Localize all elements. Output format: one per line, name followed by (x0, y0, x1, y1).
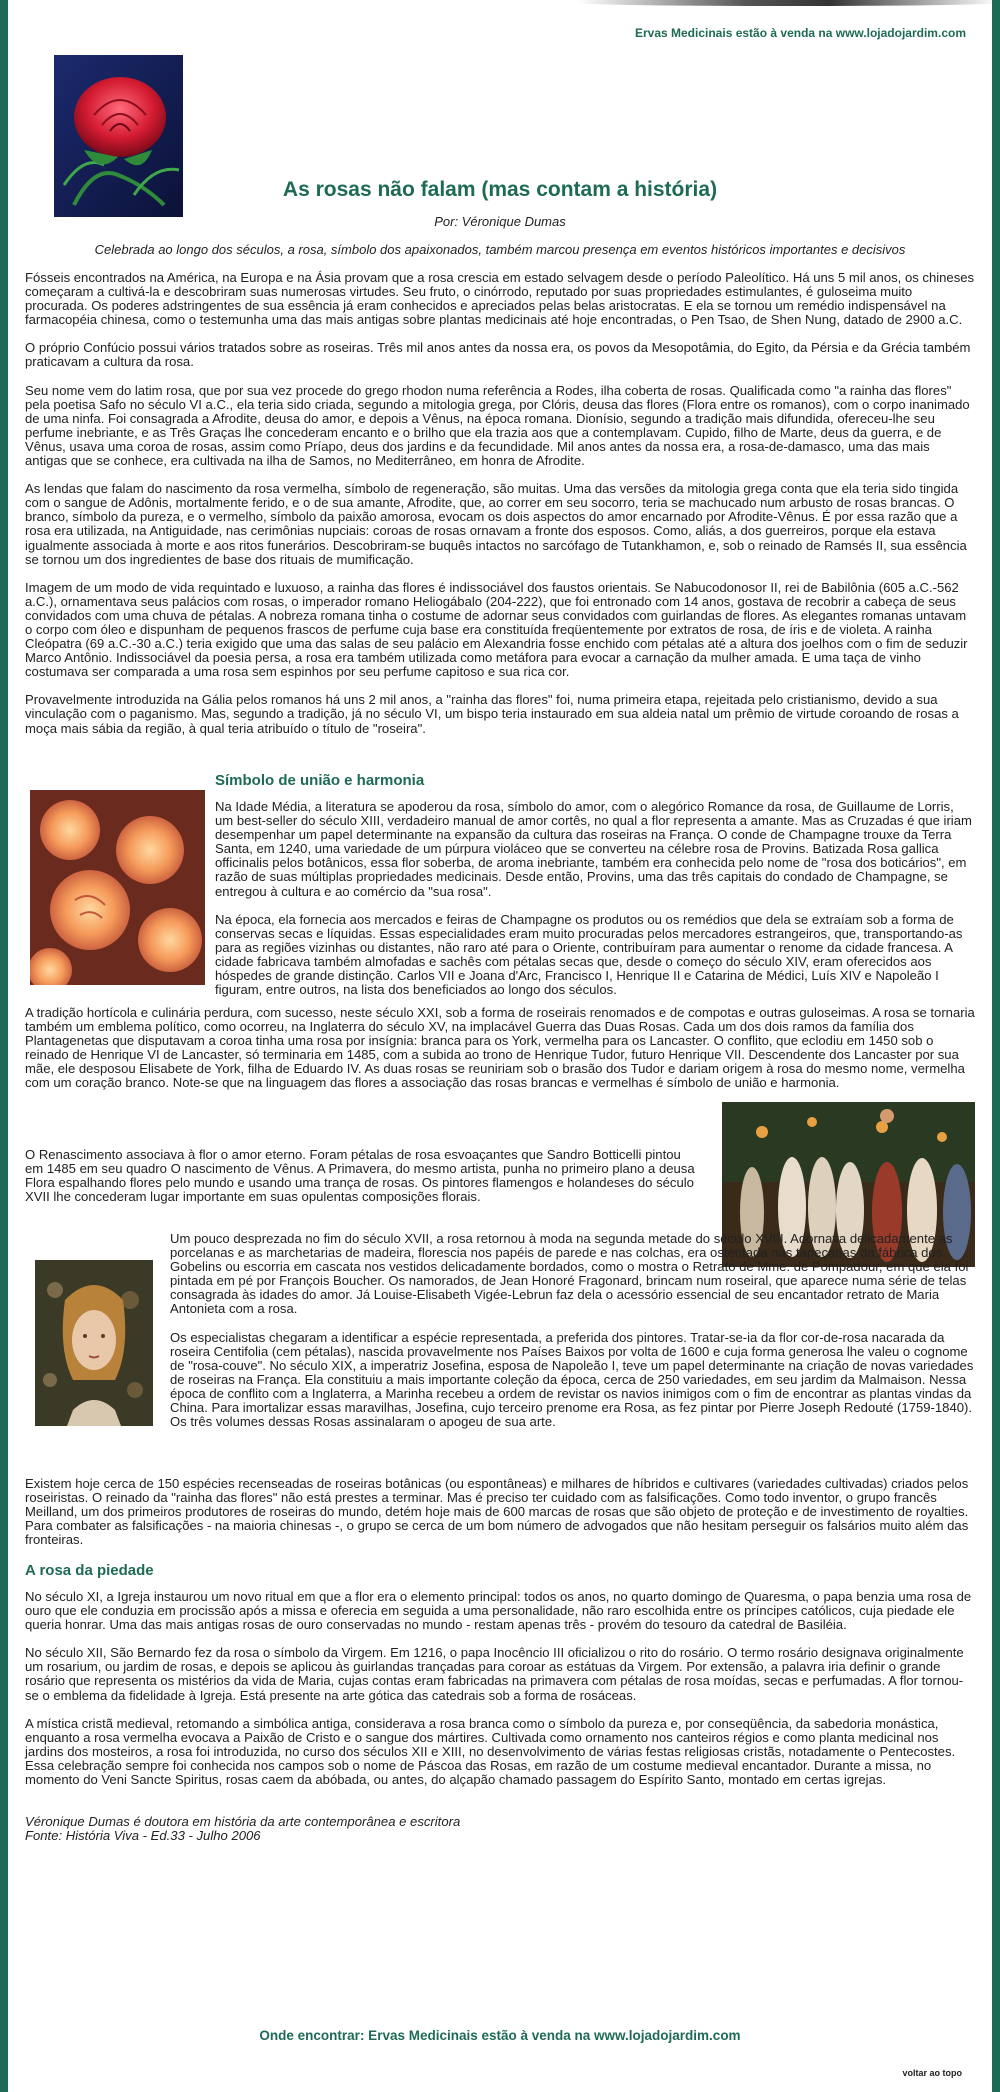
section1-paragraph: Na Idade Média, a literatura se apoderou da rosa, símbolo do amor, com o alegórico Romance da rosa, de Guillaume de Lorris, um best-seller do século XIII, verdadeiro manual de amor cortês, no qual a flor representa a amante. Mas as Cruzadas é que iriam desempenhar um papel determinante na expansão da cultura das roseiras na França. O conde de Champagne trouxe da Terra Santa, em 1240, uma variedade de um púrpura violáceo que se converteu na célebre rosa de Provins. Batizada Rosa gallica officinalis pelos botânicos, essa flor soberba, de aroma inebriante, também era conhecida pelo nome de "rosa dos boticários", em razão de suas múltiplas propriedades medicinais. Desde então, Provins, uma das três capitais do condado de Champagne, se entregou à cultura e ao comércio da "sua rosa". (215, 799, 972, 899)
author-credit: Véronique Dumas é doutora em história da arte contemporânea e escritora (25, 1814, 461, 1830)
section-heading-union: Símbolo de união e harmonia (215, 772, 425, 789)
section1-closing (25, 1477, 975, 1547)
section2-paragraph: No século XI, a Igreja instaurou um novo ritual em que a flor era o elemento principal: todos os anos, no quarto domingo de Quaresma, o papa benzia uma rosa de ouro que ele conduzia em procissão após a missa e oferecia em seguida a uma personalidade, não raro escolhida entre os príncipes católicos, cuja piedade ele queria honrar. Uma das mais antigas rosas de ouro conservadas no mundo - restam apenas três - provém do tesouro da catedral de Basiléia. (25, 1589, 972, 1633)
section2-body (25, 1590, 975, 1843)
section1-body (25, 1006, 975, 1091)
intro-paragraph: Fósseis encontrados na América, na Europa e na Ásia provam que a rosa crescia em estado selvagem desde o período Paleolítico. Há uns 5 mil anos, os chineses começaram a cultivá-la e descobriram suas numerosas virtudes. Seu fruto, o cinórrodo, reputado por suas propriedades estimulantes, é guloseima muito procurada. Os poderes adstringentes de sua essência já eram conhecidos e apreciados pelas belas aristocratas. E ela se tornou um remédio indispensável na farmacopéia chinesa, como o testemunha uma das mais antigas sobre plantas medicinais até hoje encontradas, o Pen Tsao, de Shen Nung, datado de 2900 a.C. (25, 270, 975, 328)
section1-float-text (215, 800, 973, 997)
intro-paragraph: Provavelmente introduzida na Gália pelos romanos há uns 2 mil anos, a "rainha das flores" foi, numa primeira etapa, rejeitada pelo cristianismo, devido a sua vinculação com o paganismo. Mas, segundo a tradição, já no século VI, um bispo teria instaurado em sua aldeia natal um prêmio de virtude coroando de rosas a moça mais sábia da região, à qual teria atribuído o título de "roseira". (25, 692, 959, 736)
top-shadow-decoration (578, 0, 998, 6)
intro-paragraph: O próprio Confúcio possui vários tratados sobre as roseiras. Três mil anos antes da nossa era, os povos da Mesopotâmia, do Egito, da Pérsia e da Grécia também praticavam a cultura da rosa. (25, 340, 971, 370)
footer-store-link[interactable]: Onde encontrar: Ervas Medicinais estão à venda na www.lojadojardim.com (259, 2028, 741, 2043)
intro-section (25, 271, 975, 736)
section1-paragraph: Os especialistas chegaram a identificar a espécie representada, a preferida dos pintores. Tratar-se-ia da flor cor-de-rosa nacarada da roseira Centifolia (cem pétalas), nascida provavelmente nos Países Baixos por volta de 1600 e cuja forma generosa lhe valeu o cognome de "rosa-couve". No século XIX, a imperatriz Josefina, esposa de Napoleão I, teve um papel determinante na criação de novas variedades de roseiras na França. Ela constituiu a mais importante coleção da época, cerca de 250 variedades, em seu jardim da Malmaison. Nessa época de conflito com a Inglaterra, a Marinha recebeu a ordem de revistar os navios inimigos com o fim de encontrar as plantas vindas da China. Para imortalizar essas maravilhas, Josefina, cujo terceiro prenome era Rosa, as fez pintar por Pierre Joseph Redouté (1759-1840). Os três volumes dessas Rosas assinalaram o apogeu de sua arte. (170, 1329, 974, 1430)
section1-float-text-2 (170, 1232, 975, 1429)
article-subtitle: Celebrada ao longo dos séculos, a rosa, símbolo dos apaixonados, também marcou presença em eventos históricos importantes e decisivos (94, 242, 906, 257)
source-credit: Fonte: História Viva - Ed.33 - Julho 2006 (25, 1828, 261, 1844)
renaissance-text (25, 1148, 700, 1204)
article-title: As rosas não falam (mas contam a história) (282, 178, 718, 201)
intro-paragraph: As lendas que falam do nascimento da rosa vermelha, símbolo de regeneração, são muitas. Uma das versões da mitologia grega conta que ela teria sido tingida com o sangue de Adônis, mortalmente ferido, e o de sua amante, Afrodite, que, ao correr em seu socorro, teria se machucado num arbusto de rosas brancas. O branco, símbolo da pureza, e o vermelho, símbolo da paixão amorosa, evocam os dois aspectos do amor encarnado por Afrodite-Vênus. É por essa razão que a rosa era utilizada, na Antiguidade, nas cerimônias nupciais: coroas de rosas ornavam a fronte dos esposos. Como, aliás, a dos guerreiros, porque ela estava igualmente associada à morte e aos ritos funerários. Descobriram-se buquês intactos no sarcófago de Tutankhamon, e, sob o reinado de Ramsés II, sua essência se tornou um dos ingredientes de base dos rituais de mumificação. (25, 481, 967, 567)
section2-paragraph: A mística cristã medieval, retomando a simbólica antiga, considerava a rosa branca como o símbolo da pureza e, por conseqüência, da sabedoria monástica, enquanto a rosa vermelha evocava a Paixão de Cristo e o sangue dos mártires. Cultivada como ornamento nos canteiros régios e como planta medicinal nos jardins dos mosteiros, a rosa foi introduzida, no curso dos séculos XII e XIII, no desenvolvimento de várias festas religiosas cristãs, notadamente o Pentecostes. Essa celebração sempre foi conhecida nos campos sob o nome de Páscoa das Rosas, em razão de um costume medieval encantador. Durante a missa, no momento do Veni Sancte Spiritus, rosas caem da abóbada, ou antes, do alçapão chamado passagem do Espírito Santo, montado em certas igrejas. (25, 1715, 956, 1788)
botticelli-portrait-image (35, 1260, 153, 1426)
section2-paragraph: No século XII, São Bernardo fez da rosa o símbolo da Virgem. Em 1216, o papa Inocêncio III oficializou o rito do rosário. O termo rosário designava originalmente um rosarium, ou jardim de rosas, e depois se aplicou às guirlandas trançadas para coroar as estátuas da Virgem. Por extensão, a palavra iria definir o grande rosário que representa os mistérios da vida de Maria, cujas contas eram fabricadas na primavera com pétalas de rosa moídas, secas e perfumadas. A flor tornou-se o emblema da fidelidade à Igreja. Está presente na arte gótica das catedrais sob a forma de rosáceas. (25, 1645, 964, 1703)
peach-roses-image (30, 790, 205, 985)
section1-paragraph: Existem hoje cerca de 150 espécies recenseadas de roseiras botânicas (ou espontâneas) e milhares de híbridos e cultivares (variedades cultivadas) criados pelos roseiristas. O reinado da "rainha das flores" não está prestes a terminar. Mas é preciso ter cuidado com as falsificações. Como todo inventor, o grupo francês Meilland, um dos primeiros produtores de roseiras do mundo, detém hoje mais de 600 marcas de rosas que são objeto de proteção e de investimento de royalties. Para combater as falsificações - na maioria chinesas -, o grupo se cerca de um bom número de advogados que não hesitam perseguir os falsários muito além das fronteiras. (25, 1476, 969, 1548)
article-author: Por: Véronique Dumas (434, 214, 566, 229)
intro-paragraph: Seu nome vem do latim rosa, que por sua vez procede do grego rhodon numa referência a Rodes, ilha coberta de rosas. Qualificada como "a rainha das flores" pela poetisa Safo no século VI a.C., ela teria sido criada, segundo a mitologia grega, por Clóris, deusa das flores (Flora entre os romanos), com o corpo inanimado de uma ninfa. Foi consagrada a Afrodite, deusa do amor, e depois a Vênus, na época romana. Dionísio, segundo a tradição mais difundida, ofereceu-lhe seu perfume inebriante, e as Três Graças lhe concederam encanto e o brilho que ela trazia aos que a contemplavam. Cupido, filho de Marte, deus da guerra, e de Vênus, usava uma coroa de rosas, assim como Príapo, deus dos jardins e da fecundidade. Mil anos antes da nossa era, a rosa-de-damasco, uma das mais antigas que se conhece, era cultivada na ilha de Samos, no Mediterrâneo, em honra de Afrodite. (25, 382, 970, 469)
back-to-top-link[interactable]: voltar ao topo (902, 2068, 962, 2078)
section1-paragraph: Um pouco desprezada no fim do século XVII, a rosa retornou à moda na segunda metade do século XVIII. Adornava delicadamente as porcelanas e as marchetarias de madeira, florescia nos papéis de parede e nas colchas, era ostentada nas tapeçarias da fábrica dos Gobelins ou escorria em cascata nos vestidos delicadamente bordados, como o mostra o Retrato de Mme. de Pompadour, em que ela foi pintada em pé por François Boucher. Os namorados, de Jean Honoré Fragonard, brincam num roseiral, que aparece numa série de telas consagrada às idades do amor. Já Louise-Elisabeth Vigée-Lebrun faz dela o acessório essencial de seu encantador retrato de Maria Antonieta com a rosa. (170, 1231, 969, 1317)
top-store-link[interactable]: Ervas Medicinais estão à venda na www.lojadojardim.com (634, 26, 966, 40)
section1-paragraph: Na época, ela fornecia aos mercados e feiras de Champagne os produtos ou os remédios que dela se extraíam sob a forma de conservas secas e líquidas. Essas especialidades eram muito procuradas pelos mercadores estrangeiros, que, transportando-as para as regiões vizinhas ou distantes, não raro até para o Oriente, contribuíram para aumentar o renome da cidade francesa. A cidade fabricava também almofadas e sachês com pétalas secas que, desde o começo do século XIV, eram oferecidos aos hóspedes de grande distinção. Carlos VII e Joana d'Arc, Francisco I, Henrique II e Catarina de Médici, Luís XIV e Napoleão I figuram, entre outros, na lista dos beneficiados ao longo dos séculos. (215, 911, 963, 998)
section1-paragraph: A tradição hortícola e culinária perdura, com sucesso, neste século XXI, sob a forma de roseirais renomados e de compotas e outras guloseimas. A rosa se tornaria também um emblema político, como ocorreu, na Inglaterra do século XV, na implacável Guerra das Duas Rosas. Cada um dos dois ramos da família dos Plantagenetas que disputavam a coroa tinha uma rosa por insígnia: branca para os York, vermelha para os Lancaster. O conflito, que eclodiu em 1450 sob o reinado de Henrique VI de Lancaster, só terminaria em 1485, com a subida ao trono de Henrique Tudor, futuro Henrique VII. Descendente dos Lancaster por sua mãe, ele desposou Elisabete de York, filha de Eduardo IV. As duas rosas se reuniriam sob o brasão dos Tudor e dariam origem à rosa do mesmo nome, vermelha com um coração branco. Note-se que na linguagem das flores a associação das rosas brancas e vermelhas é símbolo de união e harmonia. (25, 1005, 975, 1091)
section1-paragraph: O Renascimento associava à flor o amor eterno. Foram pétalas de rosa esvoaçantes que Sandro Botticelli pintou em 1485 em seu quadro O nascimento de Vênus. A Primavera, do mesmo artista, punha no primeiro plano a deusa Flora espalhando flores pelo mundo e usando uma trança de rosas. Os pintores flamengos e holandeses do século XVII lhe concederam lugar importante em suas opulentas composições florais. (25, 1147, 695, 1205)
section-heading-piety: A rosa da piedade (25, 1562, 154, 1579)
intro-paragraph: Imagem de um modo de vida requintado e luxuoso, a rainha das flores é indissociável dos faustos orientais. Se Nabucodonosor II, rei de Babilônia (605 a.C.-562 a.C.), ornamentava seus palácios com rosas, o imperador romano Heliogábalo (204-222), que foi entronado com 14 anos, gostava de recobrir a cabeça de seus convidados com uma chuva de pétalas. A nobreza romana tinha o costume de adornar seus convidados com guirlandas de flores. As elegantes romanas untavam o corpo com óleo e dispunham de pequenos frascos de perfume cuja base era constituída freqüentemente por extratos de rosa, de íris e de violeta. A rainha Cleópatra (69 a.C.-30 a.C.) teria exigido que uma das salas de seu palácio em Alexandria fosse enchido com pétalas até a altura dos joelhos com o fim de seduzir Marco Antônio. Indissociável da poesia persa, a rosa era também utilizada como metáfora para evocar a carnação da mulher amada. E uma taça de vinho costumava ser comparada a uma rosa sem espinhos por seu perfume capitoso e sua rica cor. (25, 579, 968, 680)
